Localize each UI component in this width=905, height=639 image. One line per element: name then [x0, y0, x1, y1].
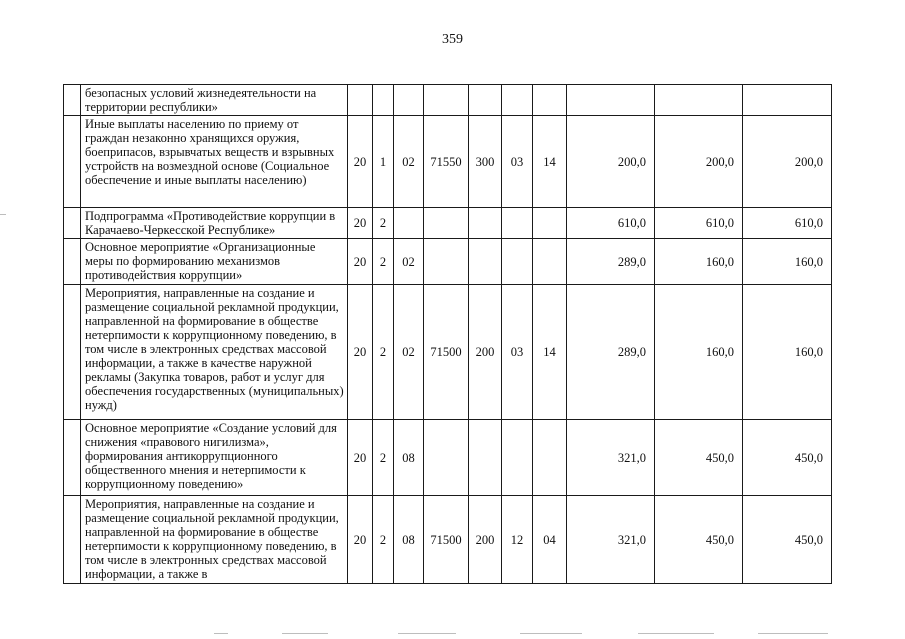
scan-artifact-line [282, 633, 328, 634]
code-cell [533, 420, 567, 496]
code-cell: 2 [373, 208, 394, 239]
table-row [64, 116, 832, 208]
amount-cell: 200,0 [567, 116, 655, 208]
table-row [64, 496, 832, 584]
amount-cell: 321,0 [567, 496, 655, 584]
code-cell: 20 [348, 496, 373, 584]
amount-cell: 289,0 [567, 239, 655, 285]
code-cell: 20 [348, 239, 373, 285]
row-description: Мероприятия, направленные на создание и размещение социальной рекламной продукции, направленной на формирование в обществе нетерпимости к коррупционному поведению, в том числе в электронных средствах массовой информации, а также в качестве наружной рекламы (Закупка товаров, работ и услуг для обеспечения государственных (муниципальных) нужд) [81, 285, 348, 420]
margin-cell [64, 208, 81, 239]
code-cell [502, 420, 533, 496]
amount-cell: 160,0 [655, 239, 743, 285]
code-cell [502, 85, 533, 116]
code-cell [469, 239, 502, 285]
row-description: безопасных условий жизнедеятельности на территории республики» [81, 85, 348, 116]
code-cell: 12 [502, 496, 533, 584]
amount-cell: 160,0 [655, 285, 743, 420]
code-cell: 200 [469, 496, 502, 584]
margin-cell [64, 85, 81, 116]
code-cell: 1 [373, 116, 394, 208]
code-cell [373, 85, 394, 116]
code-cell: 71550 [424, 116, 469, 208]
amount-cell: 160,0 [743, 285, 832, 420]
code-cell [533, 208, 567, 239]
amount-cell [743, 85, 832, 116]
code-cell: 02 [394, 285, 424, 420]
code-cell: 14 [533, 116, 567, 208]
code-cell [533, 85, 567, 116]
table-row [64, 285, 832, 420]
code-cell: 02 [394, 116, 424, 208]
row-description: Основное мероприятие «Организационные меры по формированию механизмов противодействия коррупции» [81, 239, 348, 285]
budget-table [63, 84, 832, 584]
scan-artifact-line [520, 633, 582, 634]
table-row [64, 239, 832, 285]
code-cell [502, 239, 533, 285]
code-cell [469, 85, 502, 116]
code-cell: 14 [533, 285, 567, 420]
amount-cell [567, 85, 655, 116]
code-cell: 2 [373, 285, 394, 420]
amount-cell: 200,0 [743, 116, 832, 208]
code-cell: 2 [373, 239, 394, 285]
amount-cell: 450,0 [655, 496, 743, 584]
code-cell [424, 85, 469, 116]
margin-cell [64, 285, 81, 420]
amount-cell: 610,0 [567, 208, 655, 239]
amount-cell [655, 85, 743, 116]
margin-cell [64, 496, 81, 584]
code-cell: 20 [348, 285, 373, 420]
amount-cell: 450,0 [743, 420, 832, 496]
code-cell [424, 208, 469, 239]
amount-cell: 200,0 [655, 116, 743, 208]
table-row [64, 208, 832, 239]
amount-cell: 610,0 [743, 208, 832, 239]
margin-cell [64, 116, 81, 208]
page-number: 359 [442, 32, 463, 47]
code-cell: 03 [502, 285, 533, 420]
code-cell: 200 [469, 285, 502, 420]
code-cell: 71500 [424, 285, 469, 420]
code-cell [424, 239, 469, 285]
code-cell: 2 [373, 496, 394, 584]
code-cell [502, 208, 533, 239]
amount-cell: 450,0 [743, 496, 832, 584]
amount-cell: 160,0 [743, 239, 832, 285]
amount-cell: 289,0 [567, 285, 655, 420]
code-cell [394, 85, 424, 116]
margin-cell [64, 239, 81, 285]
code-cell: 04 [533, 496, 567, 584]
code-cell: 03 [502, 116, 533, 208]
code-cell: 20 [348, 420, 373, 496]
code-cell [424, 420, 469, 496]
code-cell: 71500 [424, 496, 469, 584]
row-description: Мероприятия, направленные на создание и размещение социальной рекламной продукции, направленной на формирование в обществе нетерпимости к коррупционному поведению, в том числе в электронных средствах массовой информации, а также в [81, 496, 348, 584]
amount-cell: 450,0 [655, 420, 743, 496]
table-row [64, 85, 832, 116]
scan-artifact-line [758, 633, 828, 634]
scan-artifact-line [214, 633, 228, 634]
code-cell: 02 [394, 239, 424, 285]
scan-artifact-line [0, 214, 6, 215]
amount-cell: 321,0 [567, 420, 655, 496]
code-cell [469, 420, 502, 496]
row-description: Подпрограмма «Противодействие коррупции в Карачаево-Черкесской Республике» [81, 208, 348, 239]
amount-cell: 610,0 [655, 208, 743, 239]
row-description: Иные выплаты населению по приему от граждан незаконно хранящихся оружия, боеприпасов, взрывчатых веществ и взрывных устройств на возмездной основе (Социальное обеспечение и иные выплаты населению) [81, 116, 348, 208]
table-row [64, 420, 832, 496]
margin-cell [64, 420, 81, 496]
code-cell: 08 [394, 420, 424, 496]
scan-artifact-line [398, 633, 456, 634]
code-cell [469, 208, 502, 239]
code-cell: 20 [348, 208, 373, 239]
scan-artifact-line [638, 633, 714, 634]
code-cell: 300 [469, 116, 502, 208]
code-cell [533, 239, 567, 285]
code-cell [394, 208, 424, 239]
code-cell: 08 [394, 496, 424, 584]
code-cell: 20 [348, 116, 373, 208]
code-cell [348, 85, 373, 116]
code-cell: 2 [373, 420, 394, 496]
row-description: Основное мероприятие «Создание условий для снижения «правового нигилизма», формирования антикоррупционного общественного мнения и нетерпимости к коррупционному поведению» [81, 420, 348, 496]
